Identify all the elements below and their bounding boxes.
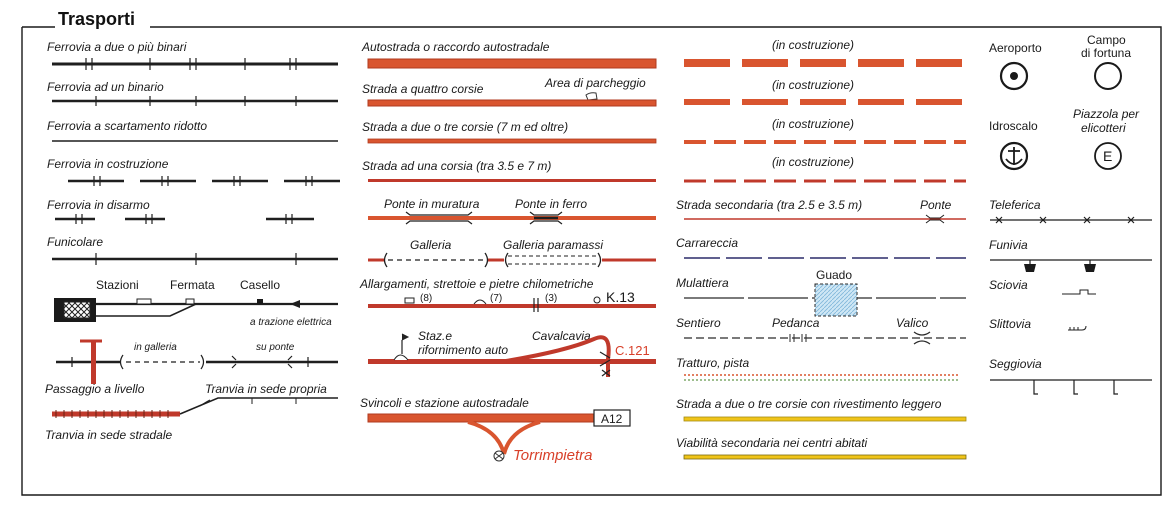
label-in-tunnel: in galleria xyxy=(134,342,177,353)
symbol-trail xyxy=(684,375,960,380)
symbol-cable-car xyxy=(990,260,1152,272)
label-uc1: (in costruzione) xyxy=(772,38,855,52)
symbol-cableway-goods xyxy=(990,217,1152,223)
label-overpass: Cavalcavia xyxy=(532,329,591,343)
label-light-surface: Strada a due o tre corsie con rivestimento leggero xyxy=(676,397,942,411)
symbol-funicular xyxy=(52,253,338,265)
label-airport: Aeroporto xyxy=(989,41,1042,55)
label-heliport-1: Piazzola per xyxy=(1073,107,1140,121)
label-toll-name: Torrimpietra xyxy=(513,447,593,464)
label-rail-disused: Ferrovia in disarmo xyxy=(47,198,150,212)
label-secondary: Strada secondaria (tra 2.5 e 3.5 m) xyxy=(676,198,863,212)
symbol-motorway xyxy=(368,59,656,68)
label-electric: a trazione elettrica xyxy=(250,317,332,328)
symbol-rail-single xyxy=(52,96,338,106)
symbol-light-surface xyxy=(684,417,966,421)
label-pass: Valico xyxy=(896,316,929,330)
label-junctions: Svincoli e stazione autostradale xyxy=(360,396,529,410)
column-aerial xyxy=(989,33,1152,394)
label-four-lane: Strada a quattro corsie xyxy=(362,82,484,96)
label-rail-single: Ferrovia ad un binario xyxy=(47,80,164,94)
symbol-seaplane-anchor-icon xyxy=(1001,143,1027,169)
label-road-number: C.121 xyxy=(615,343,650,358)
symbol-one-lane xyxy=(368,179,656,182)
label-funicular: Funicolare xyxy=(47,235,104,249)
label-rail-narrow: Ferrovia a scartamento ridotto xyxy=(47,119,208,133)
label-rockfall-tunnel: Galleria paramassi xyxy=(503,238,604,252)
label-trail: Tratturo, pista xyxy=(676,356,750,370)
label-one-lane: Strada ad una corsia (tra 3.5 e 7 m) xyxy=(362,159,552,173)
symbol-bridges xyxy=(368,212,656,224)
symbol-urban xyxy=(684,455,966,459)
symbol-rail-construction xyxy=(68,176,340,186)
label-parking: Area di parcheggio xyxy=(545,76,646,90)
symbol-tram xyxy=(52,398,338,418)
column-secondary-roads xyxy=(676,38,966,459)
symbol-rail-multi xyxy=(52,58,338,70)
symbol-two-three-lane xyxy=(368,139,656,143)
symbol-airfield xyxy=(1095,63,1121,89)
symbol-sled-lift xyxy=(1068,326,1086,330)
label-ski-lift: Sciovia xyxy=(989,278,1028,292)
label-seaplane: Idroscalo xyxy=(989,119,1038,133)
label-footbridge: Pedanca xyxy=(772,316,820,330)
label-mule-track: Mulattiera xyxy=(676,276,729,290)
label-fuel-1: Staz.e xyxy=(418,329,453,343)
label-on-bridge: su ponte xyxy=(256,342,295,353)
label-airfield-1: Campo xyxy=(1087,33,1126,47)
label-uc3: (in costruzione) xyxy=(772,117,855,131)
label-rail-multi: Ferrovia a due o più binari xyxy=(47,40,187,54)
label-sled-lift: Slittovia xyxy=(989,317,1032,331)
symbol-tunnel-bridge xyxy=(56,340,338,384)
label-bridge-iron: Ponte in ferro xyxy=(515,197,588,211)
label-w7: (7) xyxy=(490,293,503,304)
label-cable-car: Funivia xyxy=(989,238,1028,252)
label-motorway-code: A12 xyxy=(601,412,623,426)
symbol-ski-lift xyxy=(1062,290,1096,294)
label-cableway-goods: Teleferica xyxy=(989,198,1041,212)
label-level-crossing: Passaggio a livello xyxy=(45,382,145,396)
legend-title: Trasporti xyxy=(58,9,136,29)
label-w3: (3) xyxy=(545,293,558,304)
label-chair-lift: Seggiovia xyxy=(989,357,1042,371)
label-widening: Allargamenti, strettoie e pietre chilometriche xyxy=(360,277,594,291)
column-railways xyxy=(45,40,340,442)
label-signal-house: Casello xyxy=(240,278,281,292)
label-airfield-2: di fortuna xyxy=(1081,46,1132,60)
label-heliport-2: elicotteri xyxy=(1081,121,1126,135)
label-w8: (8) xyxy=(420,293,433,304)
label-uc2: (in costruzione) xyxy=(772,78,855,92)
label-tram-own: Tranvia in sede propria xyxy=(205,382,327,396)
symbol-path xyxy=(684,332,966,344)
label-bridge-masonry: Ponte in muratura xyxy=(384,197,480,211)
label-path: Sentiero xyxy=(676,316,721,330)
symbol-fuel-overpass xyxy=(368,334,656,377)
label-stop: Fermata xyxy=(170,278,215,292)
label-uc4: (in costruzione) xyxy=(772,155,855,169)
label-km: K.13 xyxy=(606,289,635,305)
label-stations: Stazioni xyxy=(96,278,139,292)
label-heliport-symbol: E xyxy=(1103,148,1113,164)
label-cart-track: Carrareccia xyxy=(676,236,739,250)
label-tram-road: Tranvia in sede stradale xyxy=(45,428,173,442)
label-motorway: Autostrada o raccordo autostradale xyxy=(362,40,550,54)
symbol-tunnels xyxy=(368,253,656,267)
label-urban: Viabilità secondaria nei centri abitati xyxy=(676,436,868,450)
label-rail-construction: Ferrovia in costruzione xyxy=(47,157,169,171)
symbol-rail-disused xyxy=(55,214,314,224)
symbol-airport xyxy=(1001,63,1027,89)
label-bridge: Ponte xyxy=(920,198,952,212)
label-ford: Guado xyxy=(816,268,853,282)
label-two-three-lane: Strada a due o tre corsie (7 m ed oltre) xyxy=(362,120,569,134)
symbol-chair-lift xyxy=(990,380,1152,394)
label-tunnel: Galleria xyxy=(410,238,452,252)
symbol-secondary xyxy=(684,215,966,223)
label-fuel-2: rifornimento auto xyxy=(418,343,509,357)
column-roads xyxy=(359,40,656,464)
